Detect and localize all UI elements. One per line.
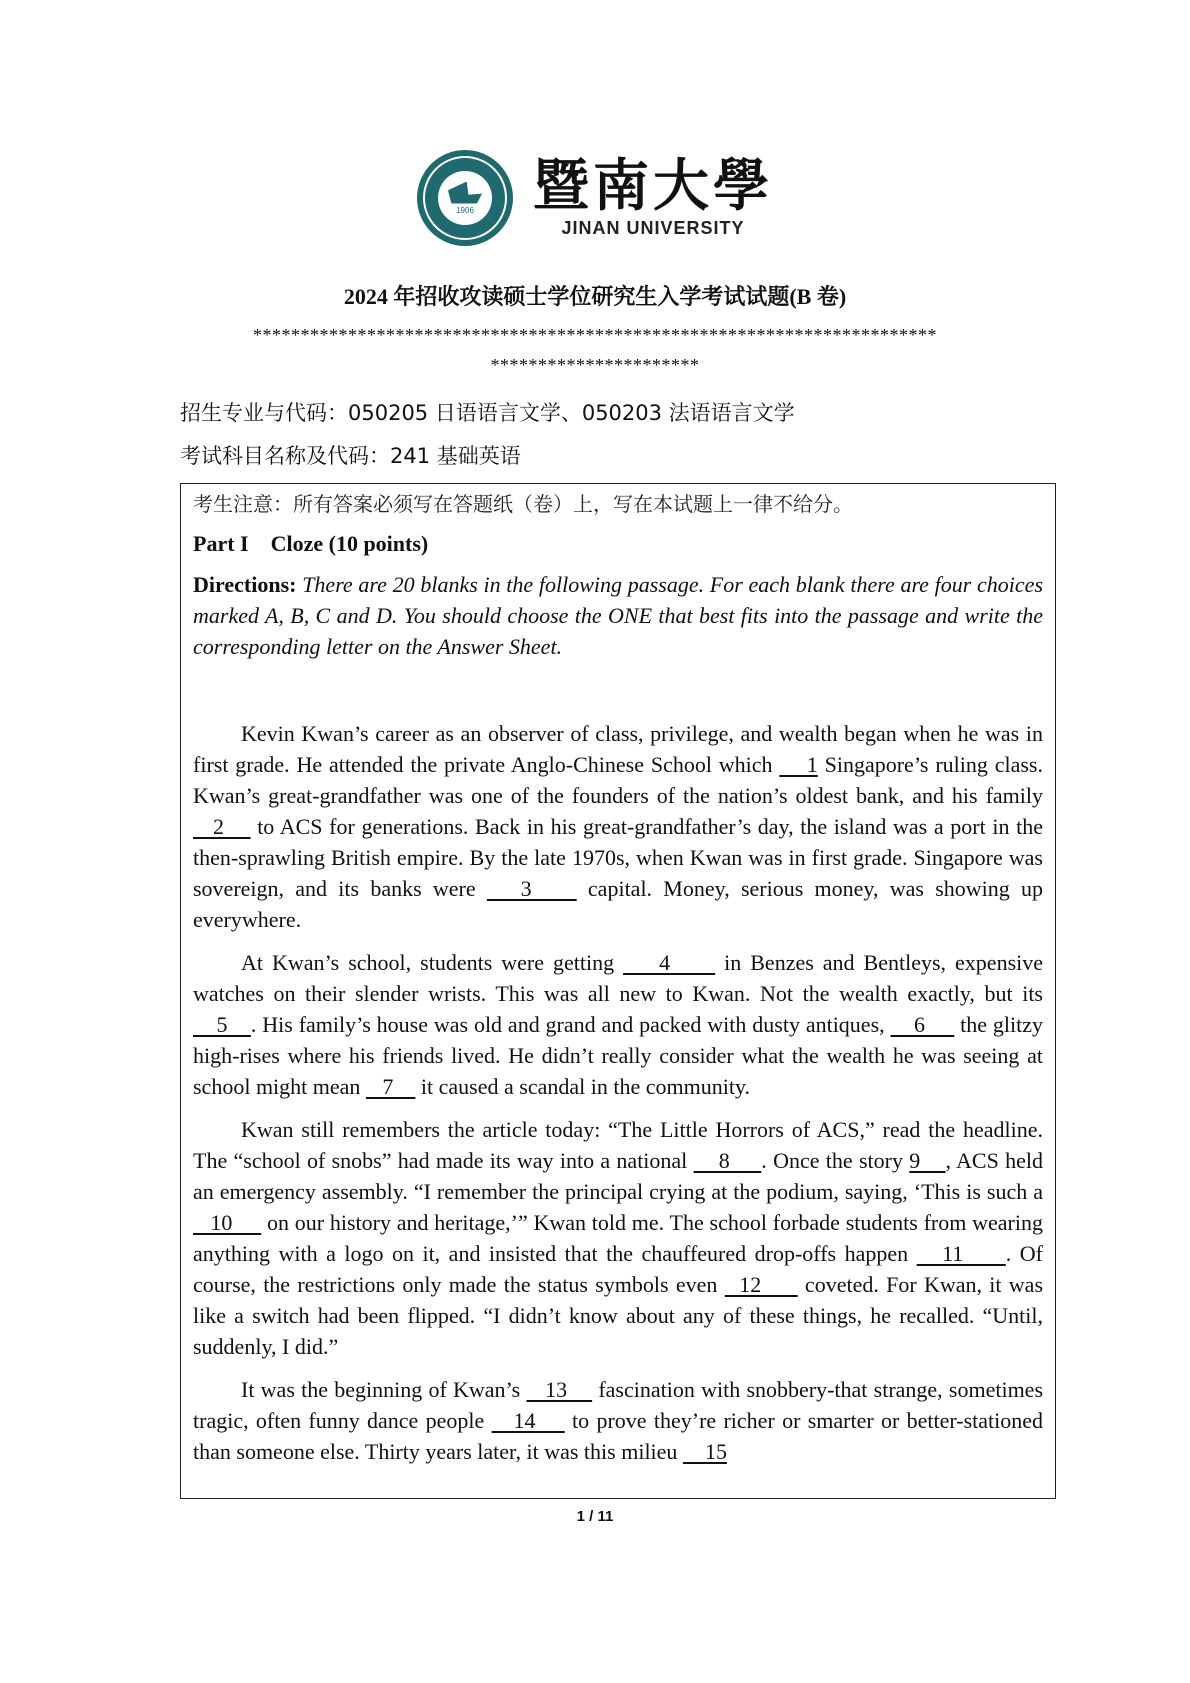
university-name-cn: 暨南大學 [533,152,773,219]
cloze-blank: 7 [365,1074,416,1099]
cloze-blank: 12 [724,1272,798,1297]
cloze-blank: 6 [890,1012,955,1037]
seal-year: 1906 [456,205,474,215]
passage-paragraph [193,1374,1043,1467]
cloze-blank: 1 [779,752,818,777]
passage-text: At Kwan’s school, students were getting [241,950,624,975]
cloze-blank: 11 [916,1241,1006,1266]
passage-paragraph [193,947,1043,1102]
passage-text: Kevin Kwan’s career as an observer of class, privilege, and wealth began when he was in first grade. He attended the private Anglo-Chinese School which [193,721,1043,777]
passage-text: capital. Money, serious money, was showing up everywhere. [193,876,1044,932]
candidate-notice: 考生注意：所有答案必须写在答题纸（卷）上，写在本试题上一律不给分。 [193,492,853,516]
cloze-passage [193,718,1043,1467]
directions [193,569,1043,662]
part-label: Part I [193,531,249,556]
passage-text: Kwan still remembers the article today: “The Little Horrors of ACS,” read the headline. The “school of snobs” had made its way into a national [193,1117,1043,1173]
passage-text: to prove they’re richer or smarter or better-stationed than someone else. Thirty years later, it was this milieu [193,1408,1044,1464]
exam-content-box [180,483,1056,1499]
directions-text: There are 20 blanks in the following passage. For each blank there are four choices marked A, B, C and D. You should choose the ONE that best fits into the passage and write the corresponding letter on the Answer Sheet. [193,572,1044,659]
exam-title: 2024 年招收攻读硕士学位研究生入学考试试题(B 卷) [343,284,847,309]
university-wordmark [533,152,773,239]
cloze-blank: 13 [526,1377,593,1402]
part-heading [193,531,1043,557]
cloze-blank: 9 [909,1148,946,1173]
passage-text: in Benzes and Bentleys, expensive watches on their slender wrists. This was all new to Kwan. Not the wealth exactly, but its [193,950,1044,1006]
passage-paragraph [193,1114,1043,1362]
university-seal-logo [417,150,513,246]
passage-text: . Of course, the restrictions only made the status symbols even [193,1241,1044,1297]
cloze-blank: 2 [193,814,251,839]
cloze-blank: 15 [682,1439,727,1464]
cloze-blank: 3 [486,876,577,901]
passage-text: . His family’s house was old and grand and packed with dusty antiques, [250,1012,891,1037]
major-info: 招生专业与代码：050205 日语语言文学、050203 法语语言文学 [180,401,795,425]
cloze-blank: 14 [491,1408,565,1433]
passage-text: it caused a scandal in the community. [415,1074,751,1099]
passage-text: coveted. For Kwan, it was like a switch had been flipped. “I didn’t know about any of these things, he recalled. “Until, suddenly, I did.” [193,1272,1044,1359]
passage-text: the glitzy high-rises where his friends lived. He didn’t really consider what the wealth he was seeing at school might mean [193,1012,1044,1099]
separator-stars: ************************************************************************ [253,325,937,345]
page-number: 1 / 11 [576,1508,614,1525]
passage-paragraph [193,718,1043,935]
directions-label: Directions: [193,572,297,597]
passage-text: . Once the story [761,1148,910,1173]
separator-stars-2: ********************** [490,355,700,375]
passage-text: , ACS held an emergency assembly. “I remember the principal crying at the podium, saying, ‘This is such a [193,1148,1043,1204]
cloze-blank: 5 [193,1012,251,1037]
subject-info: 考试科目名称及代码：241 基础英语 [180,444,521,468]
passage-text: It was the beginning of Kwan’s [241,1377,527,1402]
part-title: Cloze (10 points) [270,531,429,556]
cloze-blank: 8 [693,1148,762,1173]
university-name-en: JINAN UNIVERSITY [561,217,745,238]
university-header [0,150,1190,246]
passage-text: Singapore’s ruling class. Kwan’s great-grandfather was one of the founders of the nation’s oldest bank, and his family [193,752,1043,808]
passage-text: on our history and heritage,’” Kwan told me. The school forbade students from wearing anything with a logo on it, and insisted that the chauffeured drop-offs happen [193,1210,1043,1266]
passage-text: fascination with snobbery-that strange, sometimes tragic, often funny dance people [193,1377,1044,1433]
cloze-blank: 10 [193,1210,262,1235]
passage-text: to ACS for generations. Back in his great-grandfather’s day, the island was a port in the then-sprawling British empire. By the late 1970s, when Kwan was in first grade. Singapore was sovereign, and its banks were [193,814,1043,901]
cloze-blank: 4 [623,950,716,975]
